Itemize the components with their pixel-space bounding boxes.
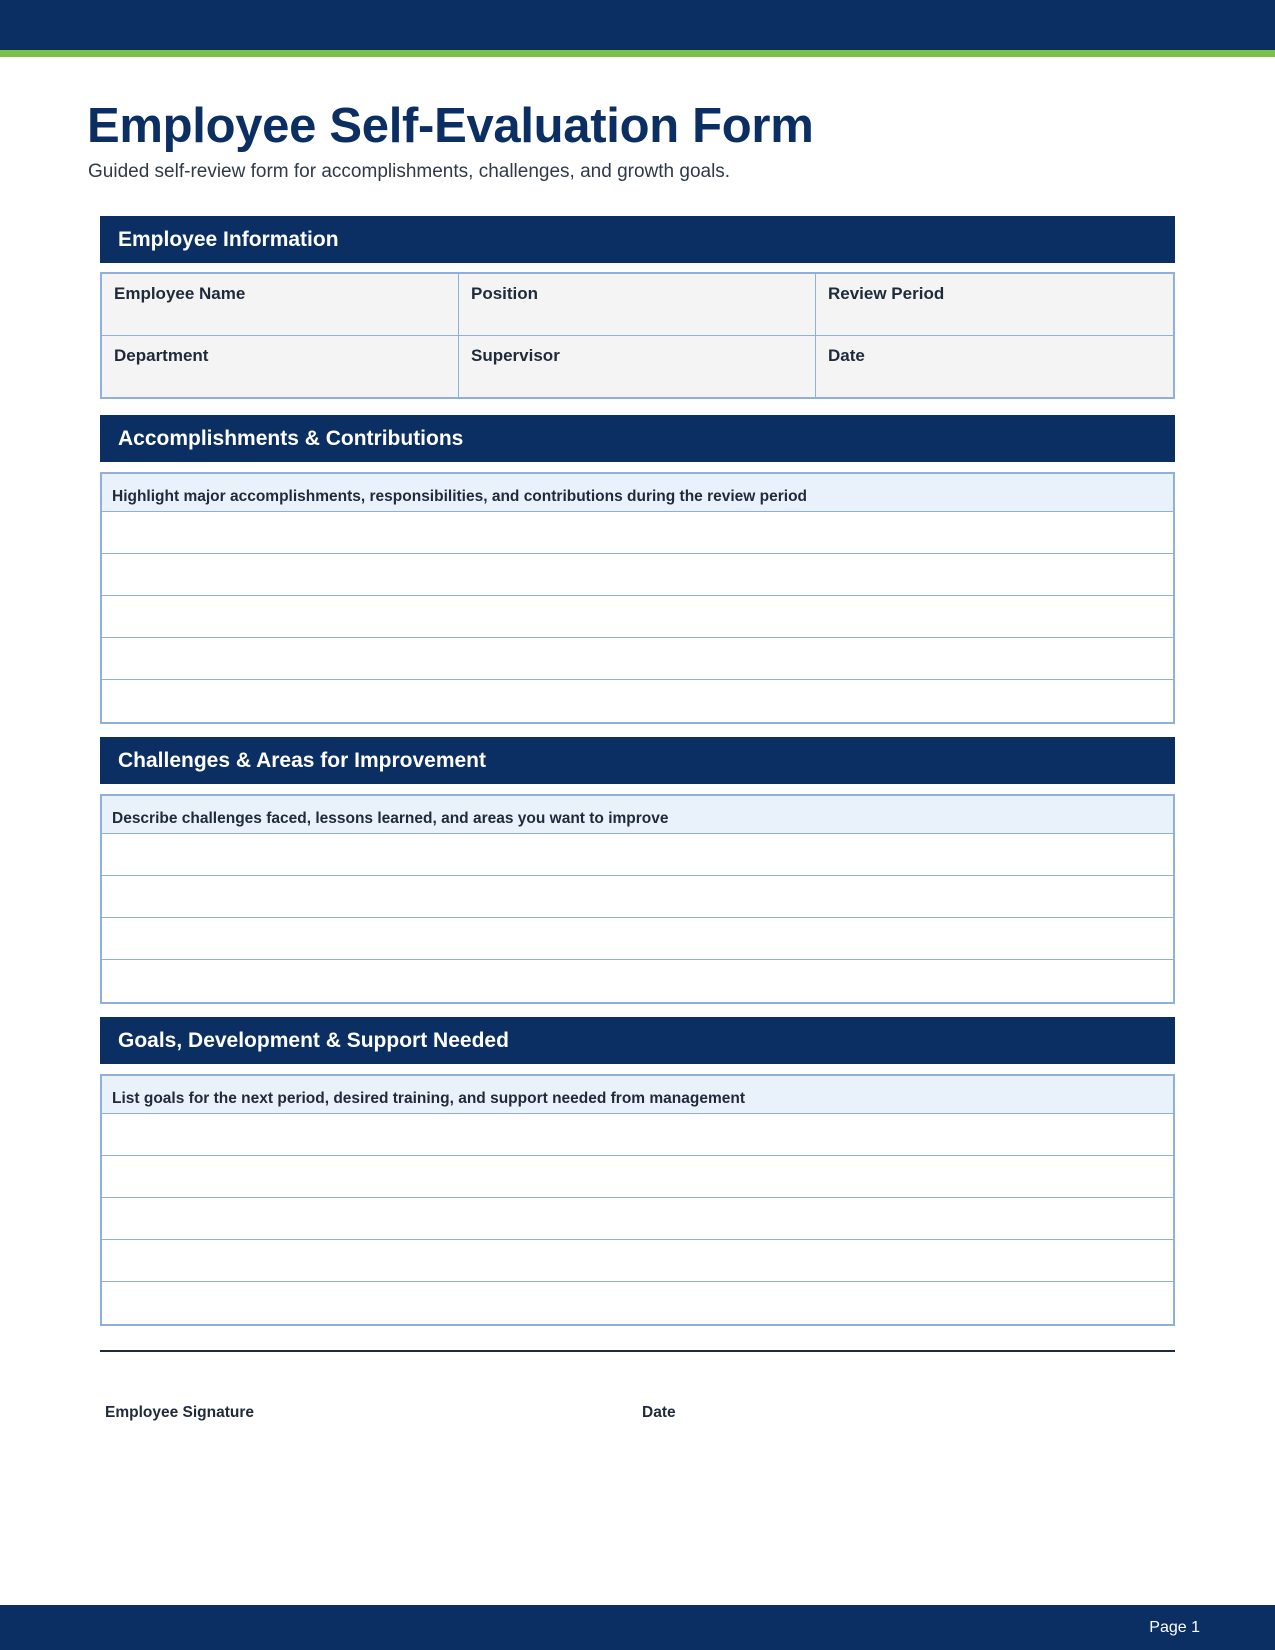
challenges-line[interactable] bbox=[102, 960, 1173, 1002]
section-header-goals: Goals, Development & Support Needed bbox=[100, 1017, 1175, 1064]
top-banner bbox=[0, 0, 1275, 50]
goals-line[interactable] bbox=[102, 1240, 1173, 1282]
page-number: Page 1 bbox=[1149, 1619, 1200, 1636]
goals-block bbox=[100, 1074, 1175, 1326]
position-field[interactable]: Position bbox=[459, 274, 816, 336]
section-header-challenges: Challenges & Areas for Improvement bbox=[100, 737, 1175, 784]
page-title: Employee Self-Evaluation Form bbox=[87, 99, 814, 153]
employee-signature-label: Employee Signature bbox=[105, 1404, 255, 1421]
goals-line[interactable] bbox=[102, 1282, 1173, 1324]
review-period-field[interactable]: Review Period bbox=[816, 274, 1173, 336]
accomplishments-block bbox=[100, 472, 1175, 724]
challenges-line[interactable] bbox=[102, 834, 1173, 876]
employee-name-field[interactable]: Employee Name bbox=[102, 274, 459, 336]
accomplishments-line[interactable] bbox=[102, 596, 1173, 638]
challenges-line[interactable] bbox=[102, 918, 1173, 960]
signature-date-label: Date bbox=[642, 1404, 676, 1421]
employee-info-grid bbox=[100, 272, 1175, 399]
goals-line[interactable] bbox=[102, 1198, 1173, 1240]
accomplishments-line[interactable] bbox=[102, 554, 1173, 596]
page-subtitle: Guided self-review form for accomplishments, challenges, and growth goals. bbox=[88, 161, 731, 182]
supervisor-field[interactable]: Supervisor bbox=[459, 336, 816, 398]
goals-line[interactable] bbox=[102, 1156, 1173, 1198]
top-accent-stripe bbox=[0, 50, 1275, 57]
footer-banner bbox=[0, 1605, 1275, 1650]
goals-line[interactable] bbox=[102, 1114, 1173, 1156]
accomplishments-prompt: Highlight major accomplishments, responsibilities, and contributions during the review period bbox=[102, 474, 1173, 512]
goals-prompt: List goals for the next period, desired training, and support needed from management bbox=[102, 1076, 1173, 1114]
accomplishments-line[interactable] bbox=[102, 638, 1173, 680]
info-date-field[interactable]: Date bbox=[828, 345, 865, 365]
section-header-accomplishments: Accomplishments & Contributions bbox=[100, 415, 1175, 462]
challenges-block bbox=[100, 794, 1175, 1004]
accomplishments-line[interactable] bbox=[102, 512, 1173, 554]
accomplishments-line[interactable] bbox=[102, 680, 1173, 722]
section-header-employee-information: Employee Information bbox=[100, 216, 1175, 263]
challenges-prompt: Describe challenges faced, lessons learned, and areas you want to improve bbox=[102, 796, 1173, 834]
department-field[interactable]: Department bbox=[102, 336, 459, 398]
signature-rule bbox=[100, 1350, 1175, 1352]
challenges-line[interactable] bbox=[102, 876, 1173, 918]
